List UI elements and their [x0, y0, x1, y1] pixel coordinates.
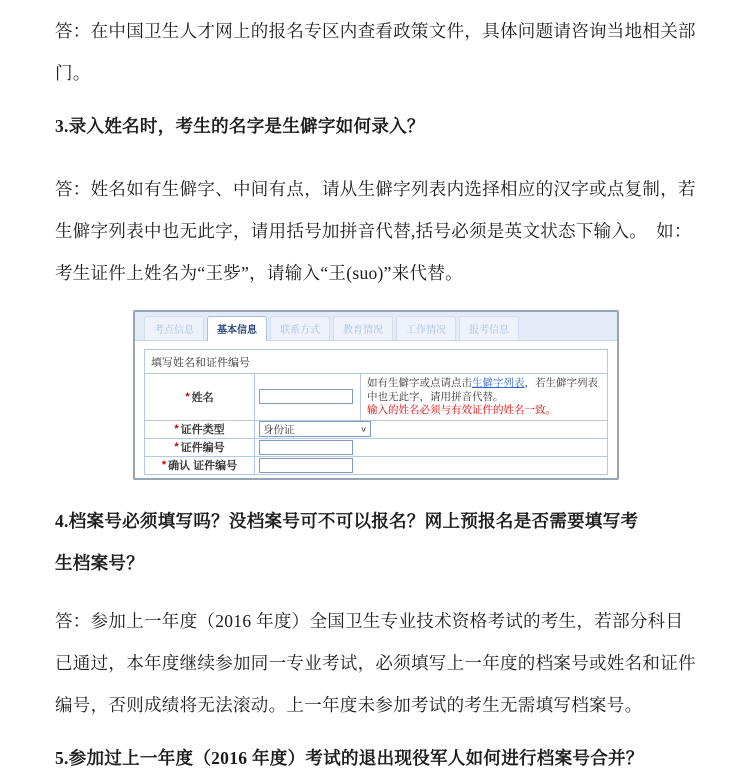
- name-and-id-table: [144, 349, 608, 475]
- answer-4-line-1: 答：参加上一年度（2016 年度）全国卫生专业技术资格考试的考生，若部分科目: [55, 610, 684, 631]
- answer-2-line-2: 门。: [55, 63, 91, 83]
- answer-3-line-1: 答：姓名如有生僻字、中间有点，请从生僻字列表内选择相应的汉字或点复制，若: [55, 179, 696, 199]
- confirm-cert-number-row: [145, 456, 607, 474]
- registration-form-screenshot: [133, 310, 619, 480]
- answer-3-paragraph: [55, 168, 699, 294]
- name-label: 姓名: [191, 391, 214, 404]
- name-warning-text: 输入的姓名必须与有效证件的姓名一致。: [367, 404, 556, 416]
- cert-type-row: [145, 420, 607, 438]
- tab-application-info[interactable]: 报考信息: [459, 316, 519, 340]
- cert-number-value-cell: [255, 439, 607, 456]
- cert-type-select[interactable]: [259, 421, 371, 437]
- name-label-cell: [145, 374, 255, 420]
- cert-type-label-cell: [145, 421, 255, 438]
- answer-3-line-2: 生僻字列表中也无此字，请用括号加拼音代替,括号必须是英文状态下输入。 如：: [55, 221, 692, 241]
- answer-3-line-3: 考生证件上姓名为“王㱔”，请输入“王(suo)”来代替。: [55, 263, 463, 283]
- form-tab-bar: [135, 312, 617, 341]
- cert-number-input[interactable]: [259, 440, 353, 455]
- answer-2-line-1: 答：在中国卫生人才网上的报名专区内查看政策文件，具体问题请咨询当地相关部: [55, 21, 696, 41]
- question-4-line-1: 4.档案号必须填写吗？没档案号可不可以报名？网上预报名是否需要填写考: [55, 510, 639, 531]
- answer-4-paragraph: [55, 600, 699, 726]
- confirm-cert-number-label-cell: [145, 457, 255, 474]
- tab-contact-info[interactable]: 联系方式: [270, 316, 330, 340]
- cert-type-selected-value: 身份证: [263, 423, 295, 436]
- name-help-cell: [361, 374, 607, 420]
- rare-character-list-link[interactable]: 生僻字列表: [472, 377, 525, 389]
- name-input-cell: [255, 374, 361, 420]
- name-row: [145, 373, 607, 420]
- answer-4-line-3: 编号，否则成绩将无法滚动。上一年度未参加考试的考生无需填写档案号。: [55, 694, 643, 715]
- required-asterisk: *: [174, 441, 179, 453]
- name-input[interactable]: [259, 389, 353, 404]
- cert-number-label: 证件编号: [180, 442, 225, 454]
- chevron-down-icon: ∨: [360, 424, 367, 433]
- question-4-line-2: 生档案号？: [55, 552, 144, 573]
- answer-4-line-2: 已通过，本年度继续参加同一专业考试，必须填写上一年度的档案号或姓名和证件: [55, 652, 696, 673]
- tab-exam-site-info[interactable]: 考点信息: [144, 316, 204, 340]
- required-asterisk: *: [174, 423, 179, 435]
- answer-2-paragraph: [55, 10, 699, 94]
- help-text-after-link: ，若生僻字列表中也无此字，请用拼音代替。: [367, 377, 598, 403]
- cert-number-row: [145, 438, 607, 456]
- question-5-heading: 5.参加过上一年度（2016 年度）考试的退出现役军人如何进行档案号合并？: [55, 747, 644, 768]
- confirm-cert-number-value-cell: [255, 457, 607, 474]
- required-asterisk: *: [161, 459, 167, 471]
- question-3-heading: 3.录入姓名时，考生的名字是生僻字如何录入？: [55, 116, 425, 136]
- tab-basic-info[interactable]: 基本信息: [207, 316, 267, 341]
- cert-type-value-cell: [255, 421, 607, 438]
- cert-number-label-cell: [145, 439, 255, 456]
- help-text-before-link: 如有生僻字或点请点击: [367, 377, 472, 389]
- tab-work-info[interactable]: 工作情况: [396, 316, 456, 340]
- confirm-cert-number-label: 确认 证件编号: [168, 460, 238, 472]
- form-body: [135, 341, 617, 478]
- confirm-cert-number-input[interactable]: [259, 458, 353, 473]
- required-asterisk: *: [185, 390, 190, 403]
- tab-education-info[interactable]: 教育情况: [333, 316, 393, 340]
- question-4-heading: [55, 500, 699, 584]
- section-title: 填写姓名和证件编号: [151, 357, 250, 369]
- cert-type-label: 证件类型: [180, 424, 225, 436]
